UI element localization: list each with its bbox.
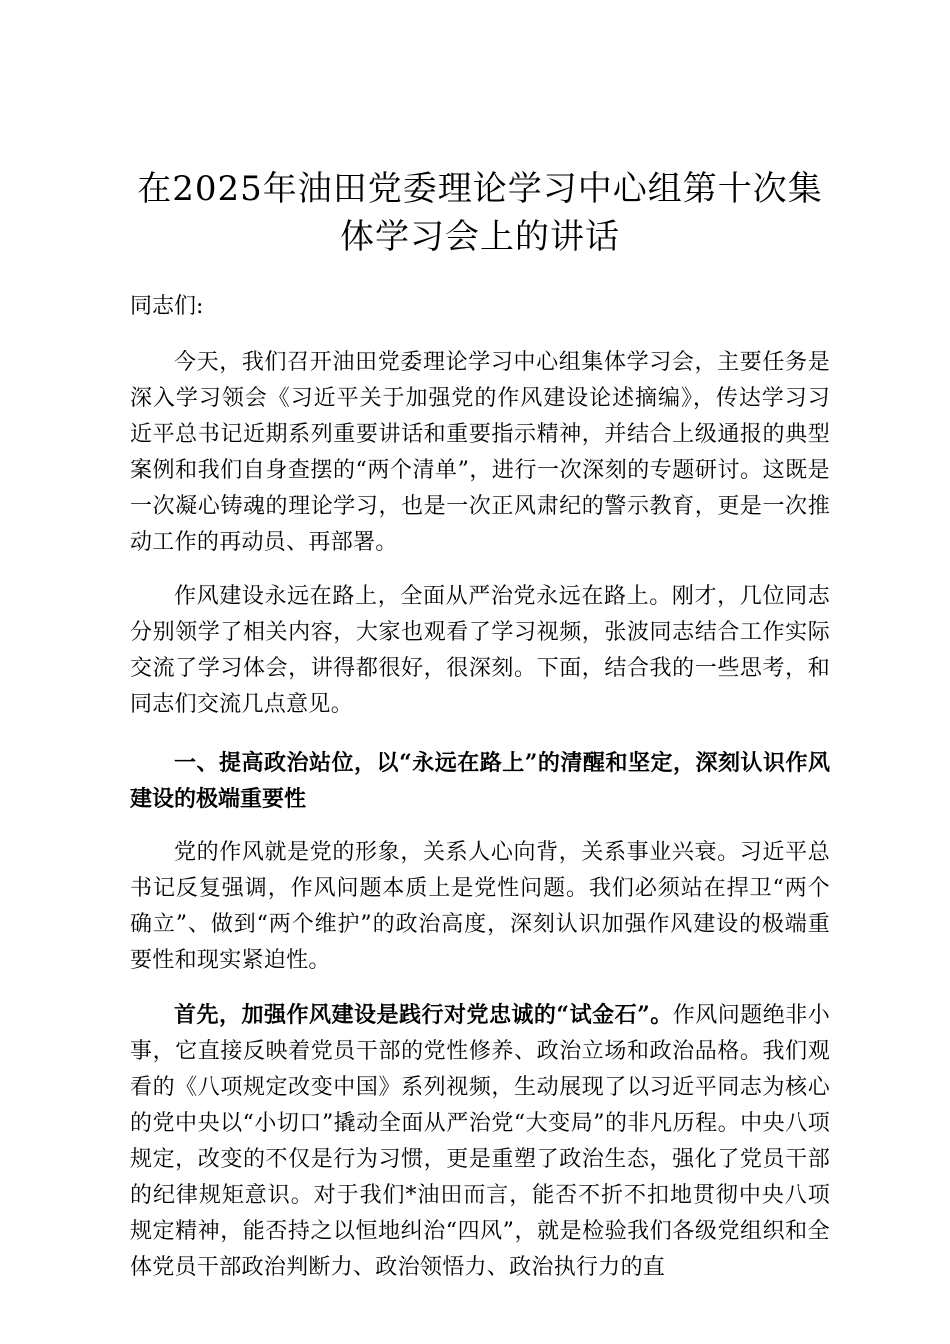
- point1-lead-sentence: 首先，加强作风建设是践行对党忠诚的“试金石”。: [174, 1002, 673, 1028]
- section1-intro-paragraph: 党的作风就是党的形象，关系人心向背，关系事业兴衰。习近平总书记反复强调，作风问题本质上是党性问题。我们必须站在捍卫“两个确立”、做到“两个维护”的政治高度，深刻认识加强作风建设的极端重要性和现实紧迫性。: [130, 840, 830, 973]
- section1-point1-paragraph: [130, 997, 830, 1286]
- document-title: 在2025年油田党委理论学习中心组第十次集体学习会上的讲话: [137, 169, 823, 257]
- point1-body-text: 作风问题绝非小事，它直接反映着党员干部的党性修养、政治立场和政治品格。我们观看的《八项规定改变中国》系列视频，生动展现了以习近平同志为核心的党中央以“小切口”撬动全面从严治党“大变局”的非凡历程。中央八项规定，改变的不仅是行为习惯，更是重塑了政治生态，强化了党员干部的纪律规矩意识。对于我们*油田而言，能否不折不扣地贯彻中央八项规定精神，能否持之以恒地纠治“四风”，就是检验我们各级党组织和全体党员干部政治判断力、政治领悟力、政治执行力的直: [130, 1003, 830, 1280]
- section-heading-1: 一、提高政治站位，以“永远在路上”的清醒和坚定，深刻认识作风建设的极端重要性: [130, 750, 830, 812]
- document-body: [130, 165, 830, 1286]
- greeting: 同志们:: [130, 294, 204, 319]
- paragraph-opening: 今天，我们召开油田党委理论学习中心组集体学习会，主要任务是深入学习领会《习近平关于加强党的作风建设论述摘编》，传达学习习近平总书记近期系列重要讲话和重要指示精神，并结合上级通报的典型案例和我们自身查摆的“两个清单”，进行一次深刻的专题研讨。这既是一次凝心铸魂的理论学习，也是一次正风肃纪的警示教育，更是一次推动工作的再动员、再部署。: [130, 350, 830, 555]
- paragraph-introduction: 作风建设永远在路上，全面从严治党永远在路上。刚才，几位同志分别领学了相关内容，大家也观看了学习视频，张波同志结合工作实际交流了学习体会，讲得都很好，很深刻。下面，结合我的一些思考，和同志们交流几点意见。: [130, 584, 830, 717]
